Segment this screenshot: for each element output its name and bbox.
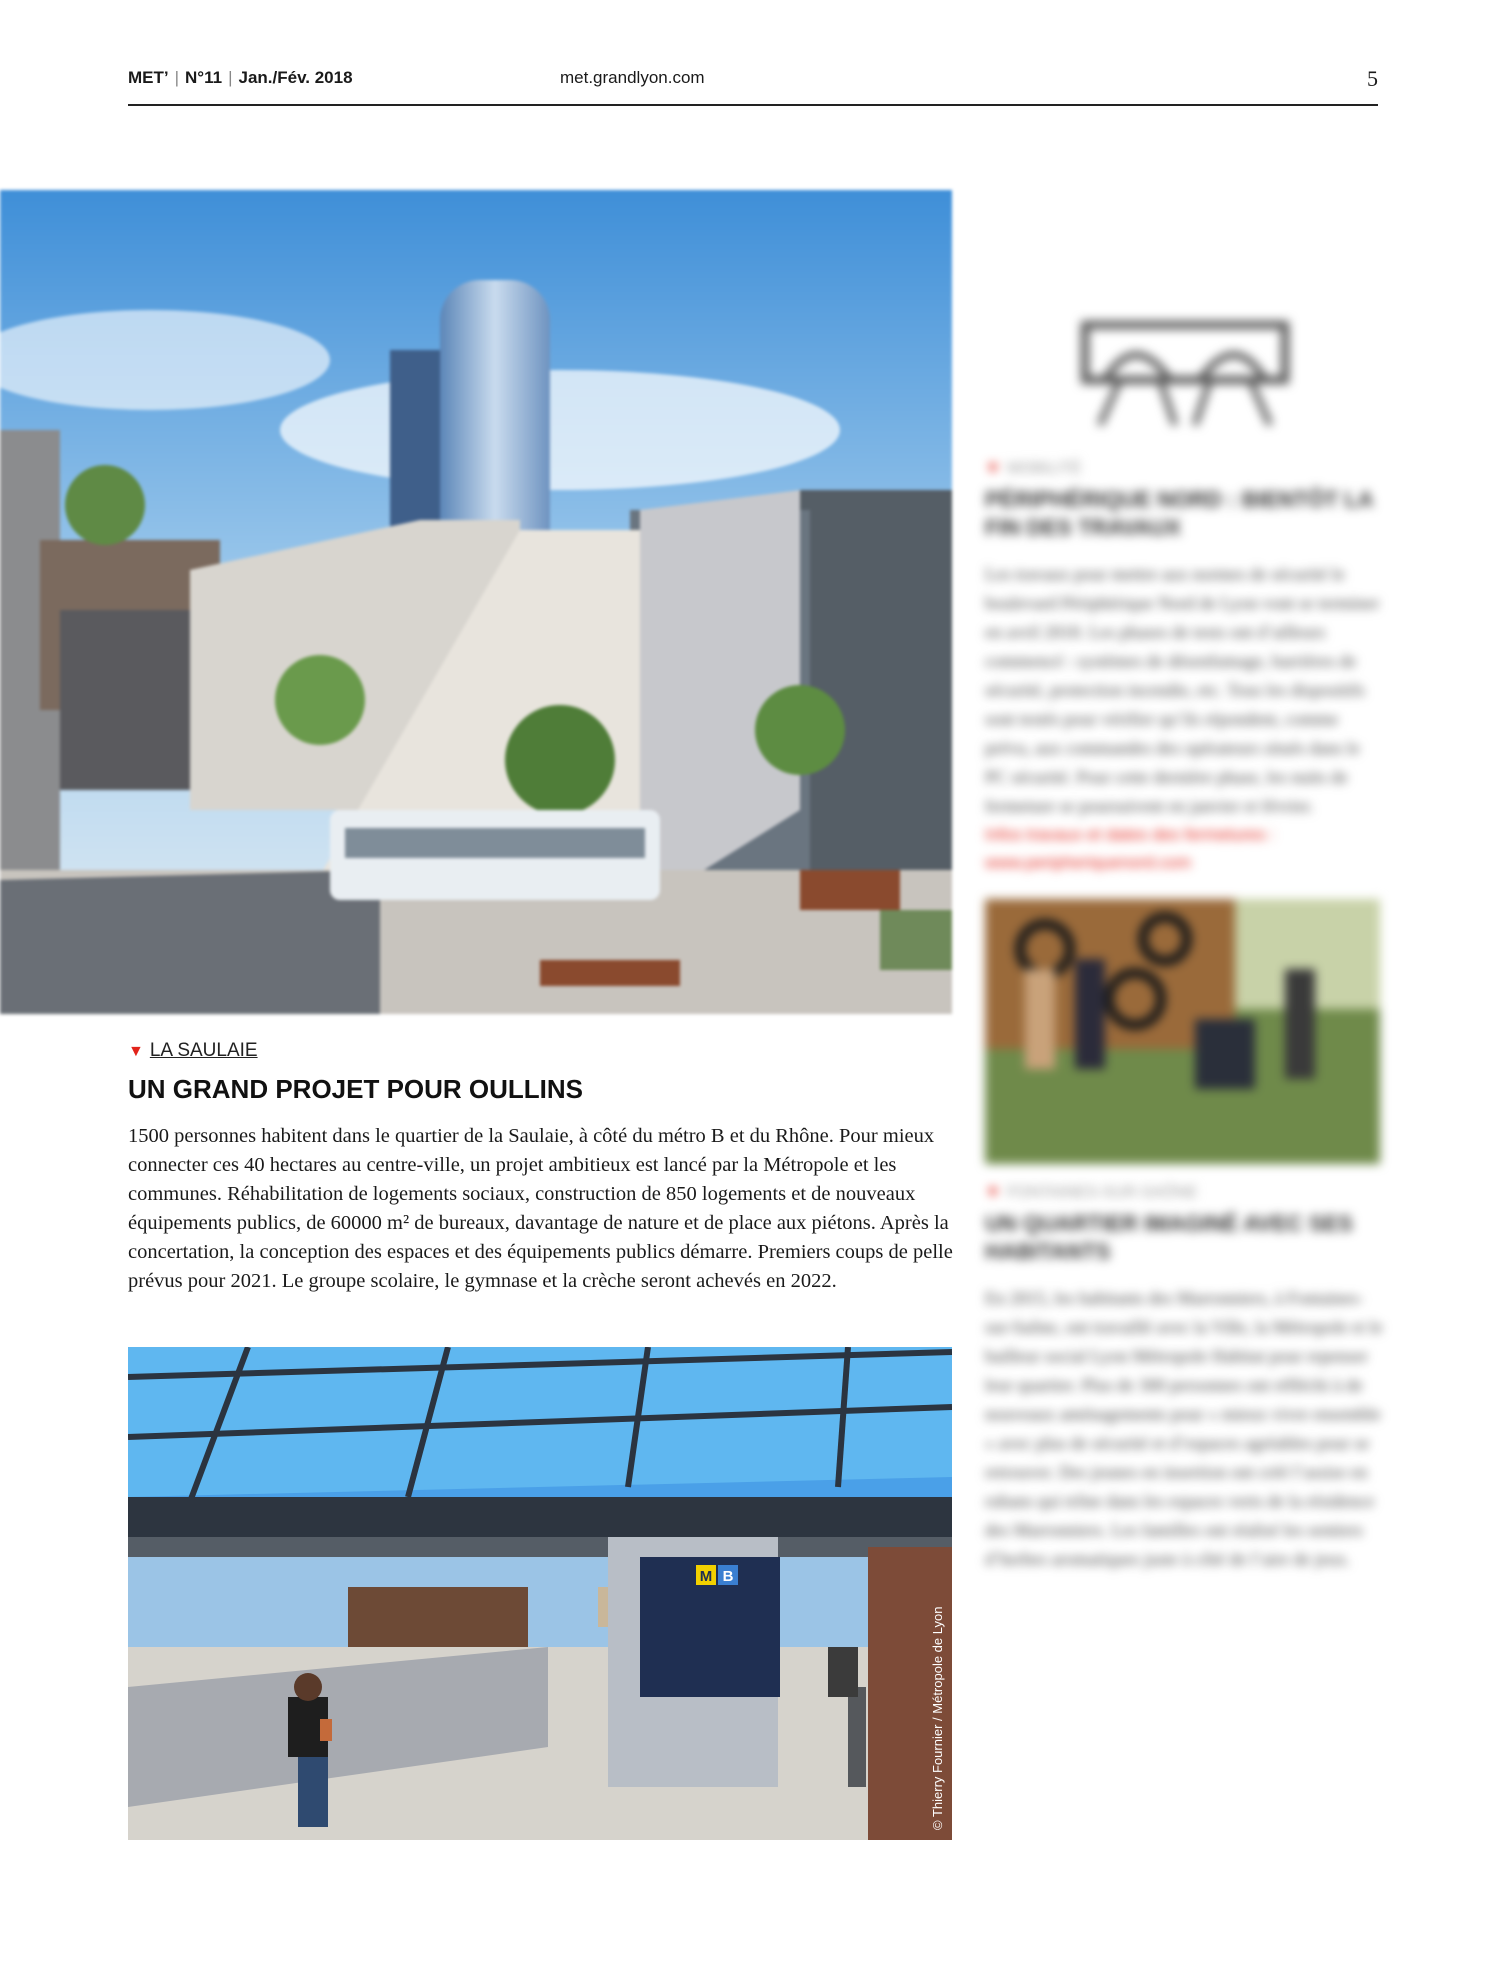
site-url[interactable]: met.grandlyon.com — [560, 68, 705, 87]
page-header — [128, 68, 1378, 108]
sidebar-photo — [985, 899, 1380, 1164]
sidebar-kicker-1: ▼ MOBILITÉ — [985, 460, 1082, 477]
header-rule — [128, 104, 1378, 106]
metro-line-letter: M — [699, 1568, 713, 1585]
sidebar-kicker-2: ▼ FONTAINES-SUR-SAÔNE — [985, 1184, 1198, 1201]
page-number: 5 — [1367, 66, 1378, 91]
sidebar-body-2: En 2015, les habitants des Marronniers, à Fontaines-sur-Saône, ont travaillé avec la Ville, la Métropole et le bailleur social Lyon Métropole Habitat pour repenser leur quartier. Plus de 300 personnes ont réfléchi à de nouveaux aménagements pour « mieux vivre ensemble » avec plus de sécurité et d’espaces agréables pour se retrouver. Des jeunes en insertion ont créé l’assise en rubans qui trône dans les espaces verts de la résidence des Marronniers. Les familles ont réalisé les sentiers d’herbes aromatiques juste à côté de l’aire de jeux. — [985, 1288, 1383, 1569]
magazine-name: MET’ — [128, 68, 169, 87]
metro-line-b: B — [722, 1568, 734, 1585]
sidebar — [985, 300, 1385, 1574]
metro-station-photo — [128, 1347, 952, 1840]
sidebar-body-1: Les travaux pour mettre aux normes de sécurité le boulevard Périphérique Nord de Lyon vont se terminer en avril 2018. Les phases de tests ont d’ailleurs commencé : systèmes de désenfumage, barrières de sécurité, protection incendie, etc. Tous les dispositifs sont testés pour vérifier qu’ils répondent, comme prévu, aux commandes des opérateurs situés dans le PC sécurité. Pour cette dernière phase, les nuits de fermeture se poursuivent en janvier et février. — [985, 564, 1380, 816]
issue-number: N°11 — [185, 68, 223, 87]
hero-illustration — [0, 190, 952, 1014]
article-kicker: ▼ LA SAULAIE — [128, 1040, 258, 1061]
photo-credit: © Thierry Fournier / Métropole de Lyon — [930, 1606, 945, 1830]
red-triangle-icon: ▼ — [985, 460, 1001, 477]
sidebar-title-2: UN QUARTIER IMAGINÉ AVEC SES HABITANTS — [985, 1211, 1353, 1264]
magazine-issue: MET’ | N°11 | Jan./Fév. 2018 — [128, 68, 353, 87]
article-body: 1500 personnes habitent dans le quartier de la Saulaie, à côté du métro B et du Rhône. Pour mieux connecter ces 40 hectares au centre-ville, un projet ambitieux est lancé par la Métropole et les communes. Réhabilitation de logements sociaux, construction de 850 logements et de nouveaux équipements publics, de 60000 m² de bureaux, davantage de nature et de place aux piétons. Après la concertation, la conception des espaces et des équipements publics démarre. Premiers coups de pelle prévus pour 2021. Le groupe scolaire, le gymnase et la crèche seront achevés en 2022. — [128, 1125, 953, 1292]
issue-date: Jan./Fév. 2018 — [238, 68, 353, 87]
article-title: UN GRAND PROJET POUR OULLINS — [128, 1074, 584, 1104]
sidebar-link-1[interactable]: Infos travaux et dates des fermetures : www.peripheriquenord.com — [985, 825, 1276, 872]
red-triangle-icon: ▼ — [128, 1043, 144, 1060]
sidebar-title-1: PÉRIPHÉRIQUE NORD : BIENTÔT LA FIN DES TRAVAUX — [985, 487, 1373, 540]
red-triangle-icon: ▼ — [985, 1184, 1001, 1201]
tunnel-icon — [1080, 320, 1290, 430]
